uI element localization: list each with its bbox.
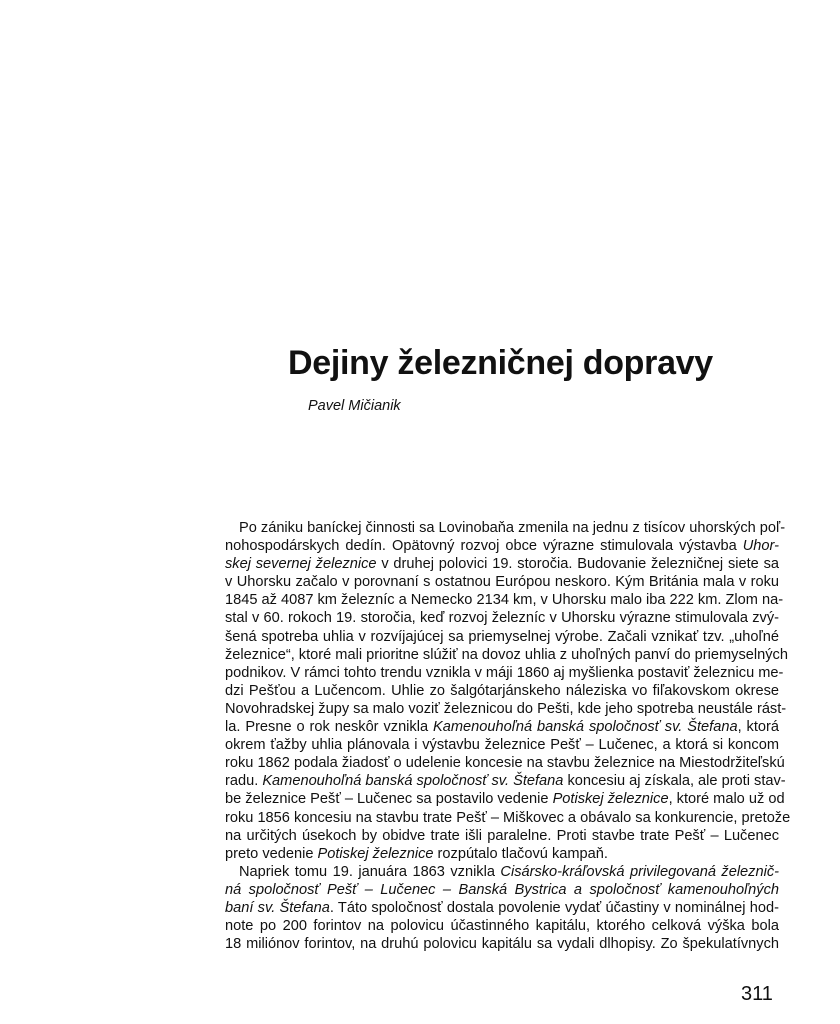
text-line — [225, 519, 786, 537]
italic-text-segment: skej severnej železnice — [225, 556, 377, 573]
text-segment: nohospodárskych dedín. Opätovný rozvoj obce výrazne stimulovala výstavba — [225, 538, 743, 555]
text-segment: v Uhorsku začalo v porovnaní s ostatnou Európou neskoro. Kým Británia mala v roku — [225, 574, 779, 591]
italic-text-segment: Kamenouhoľná banská spoločnosť sv. Štefana — [262, 773, 564, 790]
text-segment: radu. — [225, 773, 263, 790]
text-segment: . Táto spoločnosť dostala povolenie vydať účastiny v nominálnej hod- — [329, 899, 779, 916]
text-line — [225, 537, 779, 555]
text-segment: okrem ťažby uhlia plánovala i výstavbu železnice Pešť – Lučenec, a ktorá si koncom — [225, 737, 779, 754]
text-segment: note po 200 forintov na polovicu účastinného kapitálu, ktorého celková výška bola — [225, 918, 779, 935]
article-body — [225, 519, 791, 953]
text-segment: , ktoré malo už od — [668, 791, 785, 808]
text-line — [225, 700, 787, 718]
text-segment: be železnice Pešť – Lučenec sa postavilo vedenie — [225, 791, 553, 808]
text-segment: na určitých úsekoch by obidve trate išli paralelne. Proti stavbe trate Pešť – Lučenec — [225, 827, 779, 844]
text-segment: roku 1862 podala žiadosť o udelenie koncesie na stavbu železnice na Miestodržiteľskú — [225, 755, 785, 772]
text-line — [225, 881, 779, 899]
text-line — [225, 917, 779, 935]
article-title: Dejiny železničnej dopravy — [288, 344, 713, 382]
text-line — [225, 899, 779, 917]
text-segment: Novohradskej župy sa malo voziť železnicou do Pešti, kde jeho spotreba neustále rást- — [225, 700, 787, 717]
text-segment: koncesiu aj získala, ale proti stav- — [563, 773, 786, 790]
text-line — [225, 718, 779, 736]
italic-text-segment: ná spoločnosť Pešť – Lučenec – Banská Bystrica a spoločnosť kamenouhoľných — [225, 881, 779, 898]
text-segment: podnikov. V rámci tohto trendu vznikla v máji 1860 aj myšlienka postaviť železnicu me- — [225, 664, 784, 681]
article-author: Pavel Mičianik — [308, 398, 401, 414]
text-line — [225, 809, 791, 827]
text-line — [225, 845, 779, 863]
text-line — [225, 935, 779, 953]
text-segment: roku 1856 koncesiu na stavbu trate Pešť – Miškovec a obávalo sa konkurencie, pretože — [225, 809, 791, 826]
text-segment: v druhej polovici 19. storočia. Budovanie železničnej siete sa — [376, 556, 779, 573]
text-line — [225, 736, 779, 754]
text-line — [225, 591, 784, 609]
page-number: 311 — [741, 983, 773, 1005]
text-line — [225, 863, 779, 881]
text-segment: 1845 až 4087 km železníc a Nemecko 2134 km, v Uhorsku malo iba 222 km. Zlom na- — [225, 592, 784, 609]
text-segment: dzi Pešťou a Lučencom. Uhlie zo šalgótarjánskeho náleziska vo fiľakovskom okrese — [225, 682, 779, 699]
text-line — [225, 772, 786, 790]
text-line — [225, 790, 785, 808]
text-line — [225, 827, 779, 845]
text-segment: železnice“, ktoré mali prioritne slúžiť na dovoz uhlia z uhoľných panví do priemyselných — [225, 646, 788, 663]
text-segment: preto vedenie — [225, 845, 318, 862]
italic-text-segment: Kamenouhoľná banská spoločnosť sv. Štefana — [433, 719, 738, 736]
text-segment: šená spotreba uhlia v rozvíjajúcej sa priemyselnej výrobe. Začali vznikať tzv. „uhoľné — [225, 628, 779, 645]
text-segment: la. Presne o rok neskôr vznikla — [225, 719, 434, 736]
italic-text-segment: Uhor- — [742, 538, 779, 555]
text-line — [225, 609, 779, 627]
italic-text-segment: Potiskej železnice — [317, 845, 434, 862]
text-line — [225, 555, 779, 573]
text-segment: Napriek tomu 19. januára 1863 vznikla — [239, 863, 501, 880]
text-segment: stal v 60. rokoch 19. storočia, keď rozvoj železníc v Uhorsku výrazne stimulovala zvý- — [225, 610, 779, 627]
text-segment: Po zániku baníckej činnosti sa Lovinobaňa zmenila na jednu z tisícov uhorských poľ- — [239, 520, 786, 536]
italic-text-segment: baní sv. Štefana — [225, 899, 330, 916]
text-line — [225, 754, 785, 772]
text-line — [225, 682, 779, 700]
text-segment: rozpútalo tlačovú kampaň. — [433, 845, 608, 862]
text-line — [225, 646, 788, 664]
text-segment: , ktorá — [737, 719, 780, 736]
text-segment: 18 miliónov forintov, na druhú polovicu kapitálu sa vydali dlhopisy. Zo špekulatívnych — [225, 936, 779, 953]
text-line — [225, 573, 779, 591]
text-line — [225, 664, 784, 682]
text-line — [225, 628, 779, 646]
italic-text-segment: Potiskej železnice — [552, 791, 669, 808]
italic-text-segment: Cisársko-kráľovská privilegovaná železnič- — [500, 863, 779, 880]
